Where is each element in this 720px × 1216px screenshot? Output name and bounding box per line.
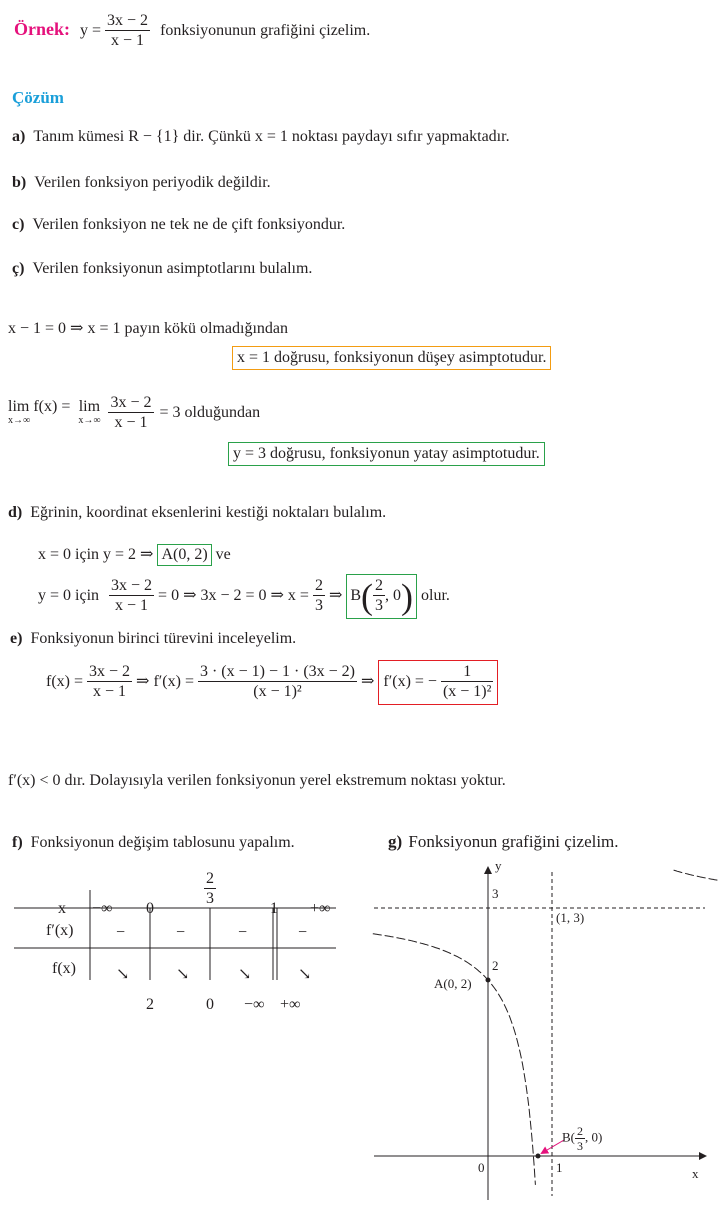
lim-fraction [108, 394, 153, 433]
table-fp-label: f′(x) [46, 922, 74, 939]
lim-1-sub: x→∞ [8, 414, 31, 426]
deriv-f-eq: f(x) = [46, 673, 84, 691]
lim-2-sub: x→∞ [78, 414, 101, 426]
deriv-result-lhs: f′(x) = − [383, 673, 437, 691]
graph-origin: 0 [478, 1160, 485, 1175]
deriv-f-den: x − 1 [93, 683, 127, 700]
item-d-label: d) [8, 504, 23, 521]
table-f-1: ↘ [116, 966, 130, 983]
deriv-f-fraction [87, 663, 132, 702]
example-label: Örnek: [14, 19, 70, 40]
table-x-frac-den: 3 [206, 890, 214, 907]
curve-left-branch [373, 934, 536, 1185]
int2-arrow: ⇒ [328, 587, 343, 605]
table-x-fraction [204, 870, 216, 909]
graph-point-b-num: 2 [577, 1124, 583, 1138]
item-a-text: Tanım kümesi R − {1} dir. Çünkü x = 1 noktası paydayı sıfır yapmaktadır. [33, 128, 510, 145]
int2-mid: = 0 ⇒ 3x − 2 = 0 ⇒ x = [158, 587, 309, 605]
lim-2-text: lim [78, 397, 101, 415]
int2-post: olur. [421, 587, 450, 605]
deriv-result-fraction [441, 663, 493, 702]
intersection-line-2 [38, 574, 450, 619]
derivative-conclusion: f′(x) < 0 dır. Dolayısıyla verilen fonksiyonun yerel ekstremum noktası yoktur. [8, 772, 506, 789]
deriv-fp-eq: ⇒ f′(x) = [136, 673, 194, 691]
lim-1 [8, 397, 71, 428]
graph-point-a: A(0, 2) [434, 976, 472, 991]
derivative-result-box [378, 660, 498, 705]
item-g-text: Fonksiyonun grafiğini çizelim. [408, 832, 619, 851]
example-num: 3x − 2 [107, 12, 149, 29]
graph-tick-1: 1 [556, 1160, 563, 1175]
intersection-line-1 [38, 544, 231, 566]
item-f [12, 834, 295, 852]
int2-fraction [109, 577, 154, 616]
graph-point-b [562, 1124, 602, 1153]
example-den: x − 1 [111, 32, 145, 49]
item-b-label: b) [12, 174, 27, 191]
graph-point-b-post: , 0) [585, 1129, 603, 1145]
table-bottom-neg-inf: −∞ [244, 996, 265, 1013]
int1-post: ve [215, 546, 231, 563]
table-x-1: 1 [270, 900, 278, 917]
int2-xden: 3 [314, 597, 323, 614]
item-g-label: g) [388, 832, 403, 851]
item-d-text: Eğrinin, koordinat eksenlerini kestiği noktaları bulalım. [30, 504, 387, 521]
table-fp-2: − [176, 924, 186, 941]
deriv-fp-num: 3 · (x − 1) − 1 · (3x − 2) [199, 663, 356, 680]
table-bottom-0: 0 [206, 996, 214, 1013]
example-fraction [105, 12, 150, 51]
table-x-pos-inf: +∞ [310, 900, 331, 917]
lim-after: = 3 olduğundan [159, 404, 261, 422]
point-b-dot [536, 1154, 541, 1159]
graph-tick-2: 2 [492, 958, 499, 973]
example-y: y = [80, 22, 102, 40]
item-e-text: Fonksiyonun birinci türevini inceleyelim. [30, 630, 297, 647]
lim-den: x − 1 [114, 414, 148, 431]
table-fp-4: − [298, 924, 308, 941]
table-fp-1: − [116, 924, 126, 941]
item-d [8, 504, 386, 522]
item-f-label: f) [12, 834, 23, 851]
deriv-result-num: 1 [441, 663, 493, 682]
item-b [12, 174, 271, 192]
item-cc-label: ç) [12, 260, 25, 277]
int2-num: 3x − 2 [111, 577, 153, 594]
point-b-fraction [373, 577, 385, 616]
item-b-text: Verilen fonksiyon periyodik değildir. [34, 174, 271, 191]
point-b-rest: , 0 [385, 587, 402, 605]
point-a-dot [486, 978, 491, 983]
deriv-arrow: ⇒ [361, 673, 375, 691]
graph-tick-3: 3 [492, 886, 499, 901]
int2-pre: y = 0 için [38, 587, 100, 605]
point-b-den: 3 [375, 597, 384, 614]
item-c-label: c) [12, 216, 25, 233]
item-e [10, 630, 296, 648]
deriv-f-num: 3x − 2 [89, 663, 131, 680]
table-f-3: ↘ [238, 966, 252, 983]
graph-point-13: (1, 3) [556, 910, 585, 925]
example-text: fonksiyonunun grafiğini çizelim. [160, 22, 371, 40]
item-e-label: e) [10, 630, 23, 647]
int2-x-fraction [313, 577, 325, 616]
variation-table [0, 860, 360, 1030]
point-b-box: B( $\frac{2}{3}$ , 0) [346, 574, 417, 619]
table-x-0: 0 [146, 900, 154, 917]
example-line [14, 12, 370, 51]
limit-line [8, 394, 260, 433]
deriv-fp-fraction [198, 663, 357, 702]
point-b-label: B [350, 587, 362, 605]
deriv-result-den: (x − 1)² [442, 683, 492, 700]
item-g [388, 832, 619, 852]
int2-xnum: 2 [314, 577, 323, 594]
point-b-num: 2 [375, 577, 384, 594]
item-a-label: a) [12, 128, 26, 145]
item-a [12, 128, 510, 146]
solution-title: Çözüm [12, 88, 64, 107]
vertical-asymptote-box: x = 1 doğrusu, fonksiyonun düşey asimptotudur. [232, 346, 551, 370]
item-cc [12, 260, 312, 278]
curve-right-branch [674, 870, 720, 888]
deriv-fp-den: (x − 1)² [253, 683, 302, 700]
lim-num: 3x − 2 [110, 394, 152, 411]
horizontal-asymptote-box: y = 3 doğrusu, fonksiyonun yatay asimptotudur. [228, 442, 545, 466]
graph-point-b-frac [575, 1124, 585, 1153]
int2-den: x − 1 [115, 597, 149, 614]
point-a-box: A(0, 2) [157, 544, 211, 566]
table-f-4: ↘ [298, 966, 312, 983]
graph-y-label: y [495, 858, 502, 873]
item-cc-text: Verilen fonksiyonun asimptotlarını bulalım. [32, 260, 313, 277]
item-c [12, 216, 345, 234]
table-x-frac-num: 2 [206, 870, 214, 887]
table-x-label: x [58, 900, 66, 917]
graph-point-b-pre: B( [562, 1129, 575, 1145]
graph-point-b-den: 3 [577, 1139, 583, 1153]
table-x-frac [204, 870, 216, 909]
point-b-pointer [542, 1140, 564, 1153]
table-x-neg-inf: −∞ [92, 900, 113, 917]
table-bottom-pos-inf: +∞ [280, 996, 301, 1013]
derivative-line [46, 660, 498, 705]
table-fp-3: − [238, 924, 248, 941]
item-c-text: Verilen fonksiyon ne tek ne de çift fonksiyondur. [32, 216, 346, 233]
table-f-label: f(x) [52, 960, 76, 977]
item-f-text: Fonksiyonun değişim tablosunu yapalım. [30, 834, 295, 851]
function-graph [360, 860, 720, 1216]
lim-2 [78, 397, 101, 428]
table-f-2: ↘ [176, 966, 190, 983]
graph-x-label: x [692, 1166, 699, 1181]
table-bottom-2: 2 [146, 996, 154, 1013]
lim-1-text: lim f(x) = [8, 397, 71, 415]
int1-pre: x = 0 için y = 2 ⇒ [38, 546, 154, 563]
vertical-asymptote-line: x − 1 = 0 ⇒ x = 1 payın kökü olmadığından [8, 320, 289, 337]
